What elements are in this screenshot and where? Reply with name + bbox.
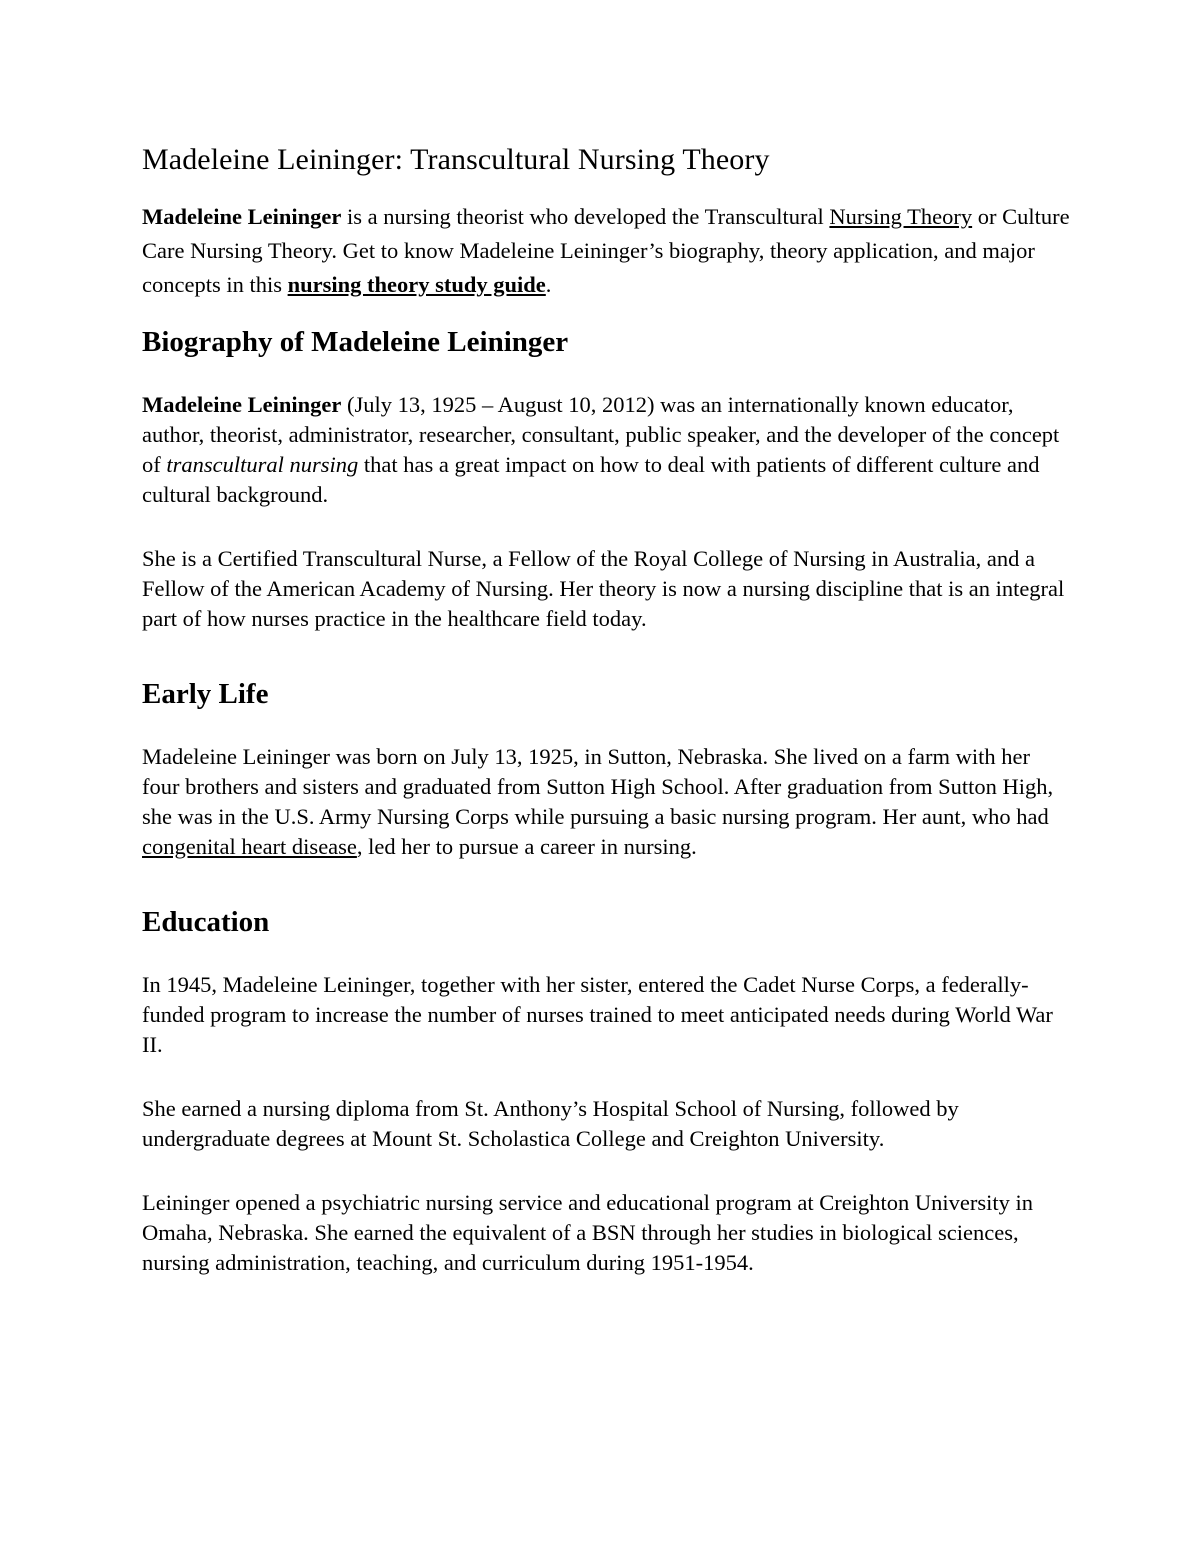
- congenital-heart-disease-link[interactable]: congenital heart disease: [142, 834, 357, 859]
- biography-paragraph-2: She is a Certified Transcultural Nurse, a Fellow of the Royal College of Nursing in Australia, and a Fellow of the American Academy of Nursing. Her theory is now a nursing discipline that is an integral part of how nurses practice in the healthcare field today.: [142, 546, 1065, 631]
- study-guide-link[interactable]: nursing theory study guide: [287, 272, 546, 297]
- education-paragraph-2: She earned a nursing diploma from St. Anthony’s Hospital School of Nursing, followed by undergraduate degrees at Mount St. Scholastica College and Creighton University.: [142, 1096, 959, 1151]
- intro-text-2: or Culture Care Nursing Theory. Get to know Madeleine Leininger’s biography, theory application, and major concepts in this: [142, 204, 1070, 297]
- biography-heading: Biography of Madeleine Leininger: [142, 326, 569, 358]
- intro-paragraph: [142, 200, 1072, 302]
- transcultural-nursing-term: transcultural nursing: [166, 452, 359, 477]
- early-life-paragraph: [142, 742, 1072, 862]
- nursing-theory-link[interactable]: Nursing Theory: [829, 204, 973, 229]
- early-life-text-1: Madeleine Leininger was born on July 13, 1925, in Sutton, Nebraska. She lived on a farm with her four brothers and sisters and graduated from Sutton High School. After graduation from Sutton High, she was in the U.S. Army Nursing Corps while pursuing a basic nursing program. Her aunt, who had: [142, 744, 1054, 829]
- biography-name: Madeleine Leininger: [142, 392, 342, 417]
- early-life-text-2: , led her to pursue a career in nursing.: [356, 834, 697, 859]
- biography-text-2: that has a great impact on how to deal with patients of different culture and cultural background.: [142, 452, 1040, 507]
- education-heading: Education: [142, 906, 270, 938]
- document-title: Madeleine Leininger: Transcultural Nursing Theory: [142, 143, 770, 176]
- intro-text-3: .: [545, 272, 552, 297]
- document-page: [142, 140, 1072, 1278]
- biography-text-1: (July 13, 1925 – August 10, 2012) was an internationally known educator, author, theorist, administrator, researcher, consultant, public speaker, and the developer of the concept of: [142, 392, 1060, 477]
- biography-paragraph-1: [142, 390, 1072, 510]
- education-paragraph-3: Leininger opened a psychiatric nursing service and educational program at Creighton University in Omaha, Nebraska. She earned the equivalent of a BSN through her studies in biological sciences, nursing administration, teaching, and curriculum during 1951-1954.: [142, 1190, 1033, 1275]
- intro-text-1: is a nursing theorist who developed the Transcultural: [341, 204, 830, 229]
- intro-name: Madeleine Leininger: [142, 204, 342, 229]
- early-life-heading: Early Life: [142, 678, 269, 710]
- education-paragraph-1: In 1945, Madeleine Leininger, together with her sister, entered the Cadet Nurse Corps, a federally-funded program to increase the number of nurses trained to meet anticipated needs during World War II.: [142, 972, 1053, 1057]
